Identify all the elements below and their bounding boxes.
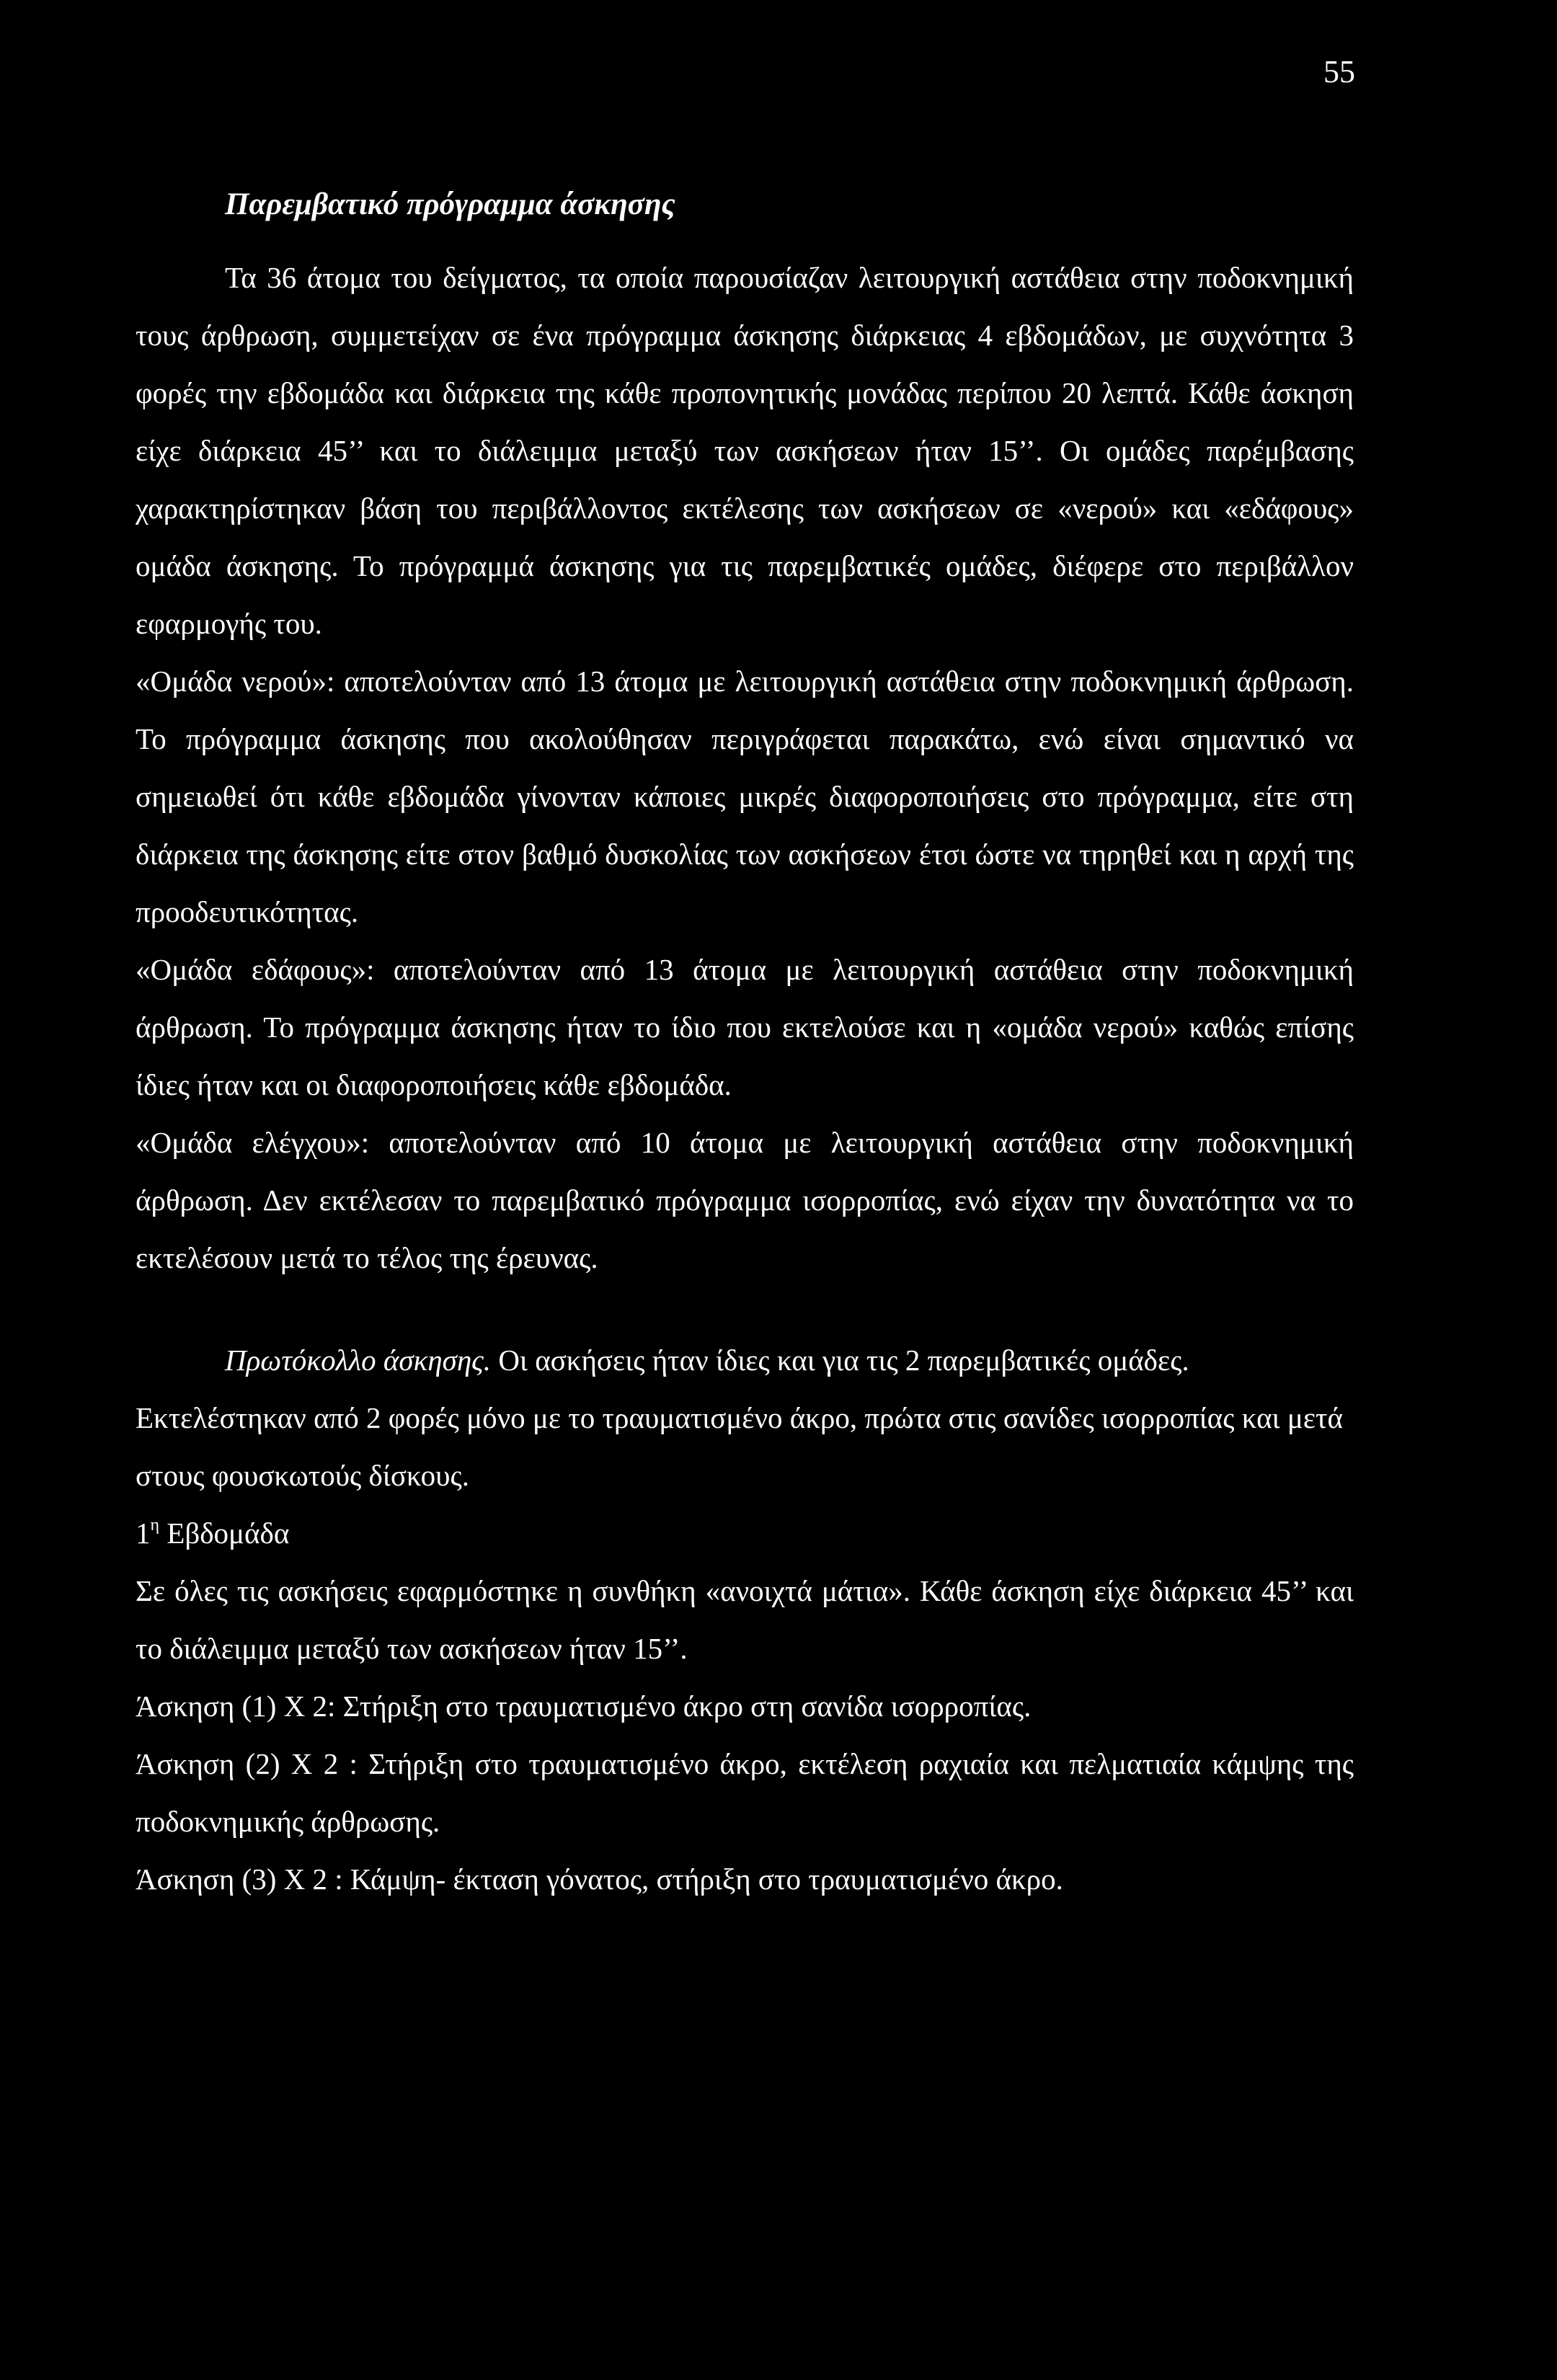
exercise-item: Άσκηση (3) Χ 2 : Κάμψη- έκταση γόνατος, στήριξη στο τραυματισμένο άκρο. [136, 1862, 1063, 1896]
protocol-paragraph [136, 1331, 1354, 1504]
exercise-item: Άσκηση (1) Χ 2: Στήριξη στο τραυματισμένο άκρο στη σανίδα ισορροπίας. [136, 1689, 1032, 1723]
control-group-paragraph: «Ομάδα ελέγχου»: αποτελούνταν από 10 άτομα με λειτουργική αστάθεια στην ποδοκνημική άρθρωση. Δεν εκτέλεσαν το παρεμβατικό πρόγραμμα ισορροπίας, ενώ είχαν την δυνατότητα να το εκτελέσουν μετά το τέλος της έρευνας. [136, 1126, 1354, 1274]
page-number: 55 [1323, 54, 1355, 89]
week-label: Εβδομάδα [159, 1517, 290, 1550]
week-ordinal: η [150, 1516, 160, 1535]
protocol-lead: Πρωτόκολλο άσκησης. [225, 1344, 492, 1377]
intro-paragraph: Τα 36 άτομα του δείγματος, τα οποία παρουσίαζαν λειτουργική αστάθεια στην ποδοκνημική τους άρθρωση, συμμετείχαν σε ένα πρόγραμμα άσκησης διάρκειας 4 εβδομάδων, με συχνότητα 3 φορές την εβδομάδα και διάρκεια της κάθε προπονητικής μονάδας περίπου 20 λεπτά. Κάθε άσκηση είχε διάρκεια 45’’ και το διάλειμμα μεταξύ των ασκήσεων ήταν 15’’. Οι ομάδες παρέμβασης χαρακτηρίστηκαν βάση του περιβάλλοντος εκτέλεσης των ασκήσεων σε «νερού» και «εδάφους» ομάδα άσκησης. Το πρόγραμμά άσκησης για τις παρεμβατικές ομάδες, διέφερε στο περιβάλλον εφαρμογής του. [136, 261, 1354, 640]
protocol-text: Οι ασκήσεις ήταν ίδιες και για τις 2 παρεμβατικές ομάδες. Εκτελέστηκαν από 2 φορές μόνο με το τραυματισμένο άκρο, πρώτα στις σανίδες ισορροπίας και μετά στους φουσκωτούς δίσκους. [136, 1344, 1343, 1492]
water-group-paragraph: «Ομάδα νερού»: αποτελούνταν από 13 άτομα με λειτουργική αστάθεια στην ποδοκνημική άρθρωση. Το πρόγραμμα άσκησης που ακολούθησαν περιγράφεται παρακάτω, ενώ είναι σημαντικό να σημειωθεί ότι κάθε εβδομάδα γίνονταν κάποιες μικρές διαφοροποιήσεις στο πρόγραμμα, είτε στη διάρκεια της άσκησης είτε στον βαθμό δυσκολίας των ασκήσεων έτσι ώστε να τηρηθεί και η αρχή της προοδευτικότητας. [136, 665, 1354, 928]
week-condition: Σε όλες τις ασκήσεις εφαρμόστηκε η συνθήκη «ανοιχτά μάτια». Κάθε άσκηση είχε διάρκεια 45’’ και το διάλειμμα μεταξύ των ασκήσεων ήταν 15’’. [136, 1574, 1354, 1665]
exercise-item: Άσκηση (2) Χ 2 : Στήριξη στο τραυματισμένο άκρο, εκτέλεση ραχιαία και πελματιαία κάμψης της ποδοκνημικής άρθρωσης. [136, 1747, 1354, 1838]
week-title [136, 1504, 1354, 1562]
ground-group-paragraph: «Ομάδα εδάφους»: αποτελούνταν από 13 άτομα με λειτουργική αστάθεια στην ποδοκνημική άρθρωση. Το πρόγραμμα άσκησης ήταν το ίδιο που εκτελούσε και η «ομάδα νερού» καθώς επίσης ίδιες ήταν και οι διαφοροποιήσεις κάθε εβδομάδα. [136, 953, 1354, 1101]
section-heading: Παρεμβατικό πρόγραμμα άσκησης [225, 187, 675, 221]
document-body [136, 184, 1354, 1908]
week-number: 1 [136, 1517, 151, 1550]
